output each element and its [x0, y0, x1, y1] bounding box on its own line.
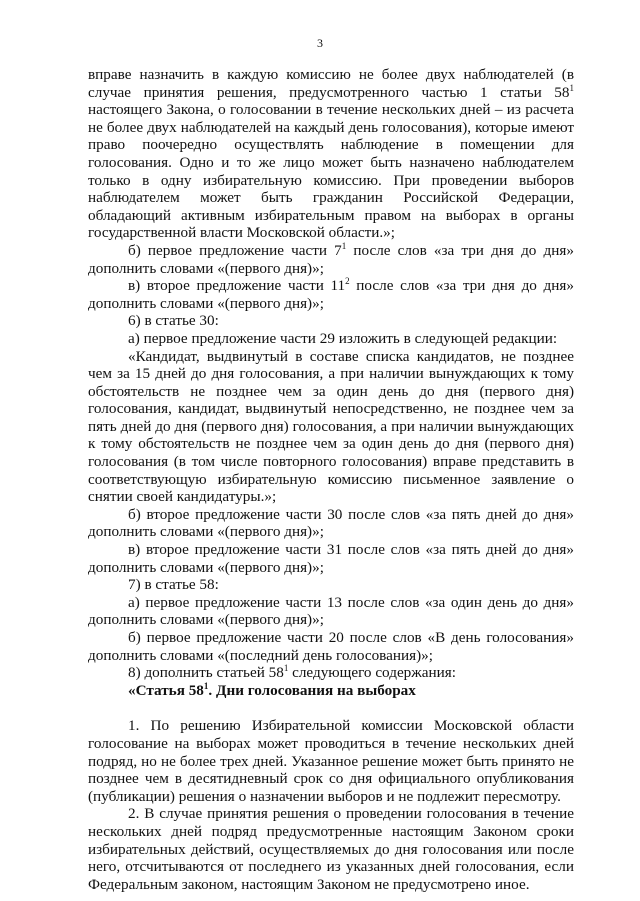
paragraph: 6) в статье 30:	[128, 312, 219, 330]
paragraph	[88, 242, 574, 277]
superscript: 1	[283, 663, 289, 674]
paragraph-text: вправе назначить в каждую комиссию не более двух наблюдателей (в случае принятия решения, предусмотренного частью 1 статьи 58	[88, 66, 574, 101]
superscript: 1	[203, 680, 209, 691]
paragraph: в) второе предложение части 31 после слов «за пять дней до дня» дополнить словами «(первого дня)»;	[88, 541, 574, 576]
paragraph-text: настоящего Закона, о голосовании в течение нескольких дней – из расчета не более двух наблюдателей на каждый день голосования), которые имеют право поочередно осуществлять наблюдение в помещении для голосования. Одно и то же лицо может быть назначено наблюдателем только в одну избирательную комиссию. При проведении выборов наблюдателем может быть гражданин Российской Федерации, обладающий активным избирательным правом на выборах в органы государственной власти Московской области.»;	[88, 101, 574, 242]
document-body	[88, 66, 574, 893]
page-number: 3	[317, 36, 323, 50]
superscript: 1	[341, 240, 347, 251]
spacer	[88, 699, 574, 717]
heading-text: «Статья 58	[128, 681, 204, 699]
paragraph-text: б) первое предложение части 7	[128, 241, 342, 259]
article-paragraph: 1. По решению Избирательной комиссии Московской области голосование на выборах может проводиться в течение нескольких дней подряд, но не более трех дней. Указанное решение может быть принято не позднее чем в десятидневный срок со дня официального опубликования (публикации) решения о назначении выборов и не подлежит пересмотру.	[88, 717, 574, 805]
heading-text: . Дни голосования на выборах	[208, 681, 416, 699]
paragraph-text: после слов «за три дня до дня» дополнить словами «(первого дня)»;	[88, 241, 574, 277]
paragraph: «Кандидат, выдвинутый в составе списка кандидатов, не позднее чем за 15 дней до дня голосования, а при наличии вынуждающих к тому обстоятельств не позднее чем за один день до дня (первого дня) голосования, кандидат, выдвинутый непосредственно, не позднее чем за пять дней до дня (первого дня) голосования, а при наличии вынуждающих к тому обстоятельств не позднее чем за один день до дня (первого дня) голосования (в том числе повторного голосования) вправе представить в соответствующую избирательную комиссию письменное заявление о снятии своей кандидатуры.»;	[88, 347, 574, 506]
superscript: 2	[345, 276, 350, 287]
paragraph	[88, 66, 574, 242]
paragraph-text: в) второе предложение части 11	[128, 277, 346, 295]
paragraph: 7) в статье 58:	[128, 576, 219, 594]
article-heading	[88, 682, 574, 700]
superscript: 1	[569, 82, 574, 93]
paragraph: а) первое предложение части 29 изложить в следующей редакции:	[128, 329, 558, 347]
paragraph-text: после слов «за три дня до дня» дополнить словами «(первого дня)»;	[88, 277, 574, 312]
paragraph: а) первое предложение части 13 после слов «за один день до дня» дополнить словами «(первого дня)»;	[88, 593, 574, 629]
article-paragraph: 2. В случае принятия решения о проведении голосования в течение нескольких дней подряд предусмотренные настоящим Законом сроки избирательных действий, осуществляемых до дня голосования или после него, отсчитываются от последнего из указанных дней голосования, если Федеральным законом, настоящим Законом не предусмотрено иное.	[88, 805, 574, 893]
paragraph	[88, 277, 574, 312]
paragraph-text: 8) дополнить статьей 58	[128, 664, 284, 682]
paragraph: б) первое предложение части 20 после слов «В день голосования» дополнить словами «(последний день голосования)»;	[88, 629, 574, 664]
paragraph-text: следующего содержания:	[288, 664, 456, 682]
paragraph	[88, 664, 574, 682]
paragraph: б) второе предложение части 30 после слов «за пять дней до дня» дополнить словами «(первого дня)»;	[88, 505, 574, 541]
